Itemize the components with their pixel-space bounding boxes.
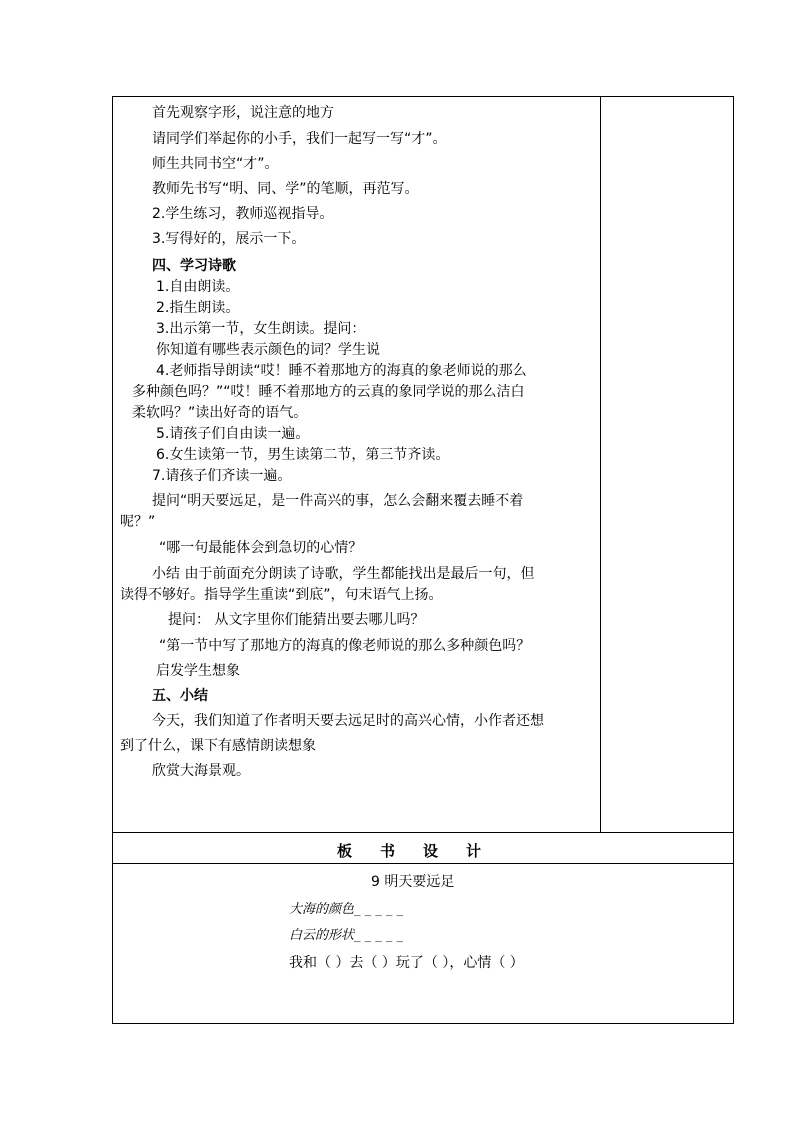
lesson-line: 3.出示第一节，女生朗读。提问：: [156, 321, 366, 337]
lesson-line: 5.请孩子们自由读一遍。: [156, 426, 310, 442]
lesson-line: 你知道有哪些表示颜色的词？学生说: [156, 342, 380, 358]
lesson-line: 小结 由于前面充分朗读了诗歌，学生都能找出是最后一句，但: [152, 566, 535, 582]
lesson-line: 7.请孩子们齐读一遍。: [152, 468, 292, 484]
lesson-line: 1.自由朗读。: [156, 279, 240, 295]
lesson-line: 提问“明天要远足，是一件高兴的事，怎么会翻来覆去睡不着: [152, 493, 524, 509]
lesson-line: 读得不够好。指导学生重读“到底”，句末语气上扬。: [120, 587, 443, 603]
lesson-line: 2.指生朗读。: [156, 300, 240, 316]
lesson-line: 6.女生读第一节，男生读第二节，第三节齐读。: [156, 447, 450, 463]
column-divider: [600, 97, 601, 832]
lesson-line: 欣赏大海景观。: [152, 763, 250, 779]
lesson-line: “第一节中写了那地方的海真的像老师说的那么多种颜色吗？: [159, 638, 531, 654]
board-line: 白云的形状_ _ _ _ _: [289, 928, 404, 943]
board-design-header: 板书设计: [336, 842, 509, 860]
lesson-line: 提问： 从文字里你们能猜出要去哪儿吗？: [168, 612, 425, 628]
row-divider-top: [113, 832, 733, 833]
lesson-line: 2.学生练习，教师巡视指导。: [152, 206, 334, 222]
section-heading: 五、小结: [152, 688, 208, 704]
board-title: 9 明天要远足: [371, 874, 455, 890]
lesson-line: 请同学们举起你的小手，我们一起写一写“才”。: [152, 131, 447, 147]
lesson-line: 今天，我们知道了作者明天要去远足时的高兴心情，小作者还想: [152, 713, 544, 729]
section-heading: 四、学习诗歌: [152, 258, 236, 274]
board-line: 我和（ ）去（ ）玩了（ ），心情（ ）: [289, 955, 524, 971]
lesson-line: 首先观察字形，说注意的地方: [152, 105, 334, 121]
lesson-line: 多种颜色吗？”“哎！睡不着那地方的云真的象同学说的那么洁白: [132, 384, 525, 400]
row-divider-bottom: [113, 863, 733, 864]
lesson-line: 到了什么，课下有感情朗读想象: [120, 738, 316, 754]
lesson-line: 3.写得好的，展示一下。: [152, 231, 306, 247]
board-line: 大海的颜色_ _ _ _ _: [289, 902, 404, 917]
lesson-line: 4.老师指导朗读“哎！睡不着那地方的海真的象老师说的那么: [156, 363, 527, 379]
lesson-line: “哪一句最能体会到急切的心情？: [159, 540, 363, 556]
lesson-line: 师生共同书空“才”。: [152, 156, 279, 172]
lesson-line: 教师先书写“明、同、学”的笔顺，再范写。: [152, 181, 419, 197]
lesson-line: 呢？”: [120, 514, 156, 530]
lesson-line: 柔软吗？”读出好奇的语气。: [132, 405, 308, 421]
lesson-table: [112, 96, 734, 1024]
lesson-line: 启发学生想象: [156, 663, 240, 679]
